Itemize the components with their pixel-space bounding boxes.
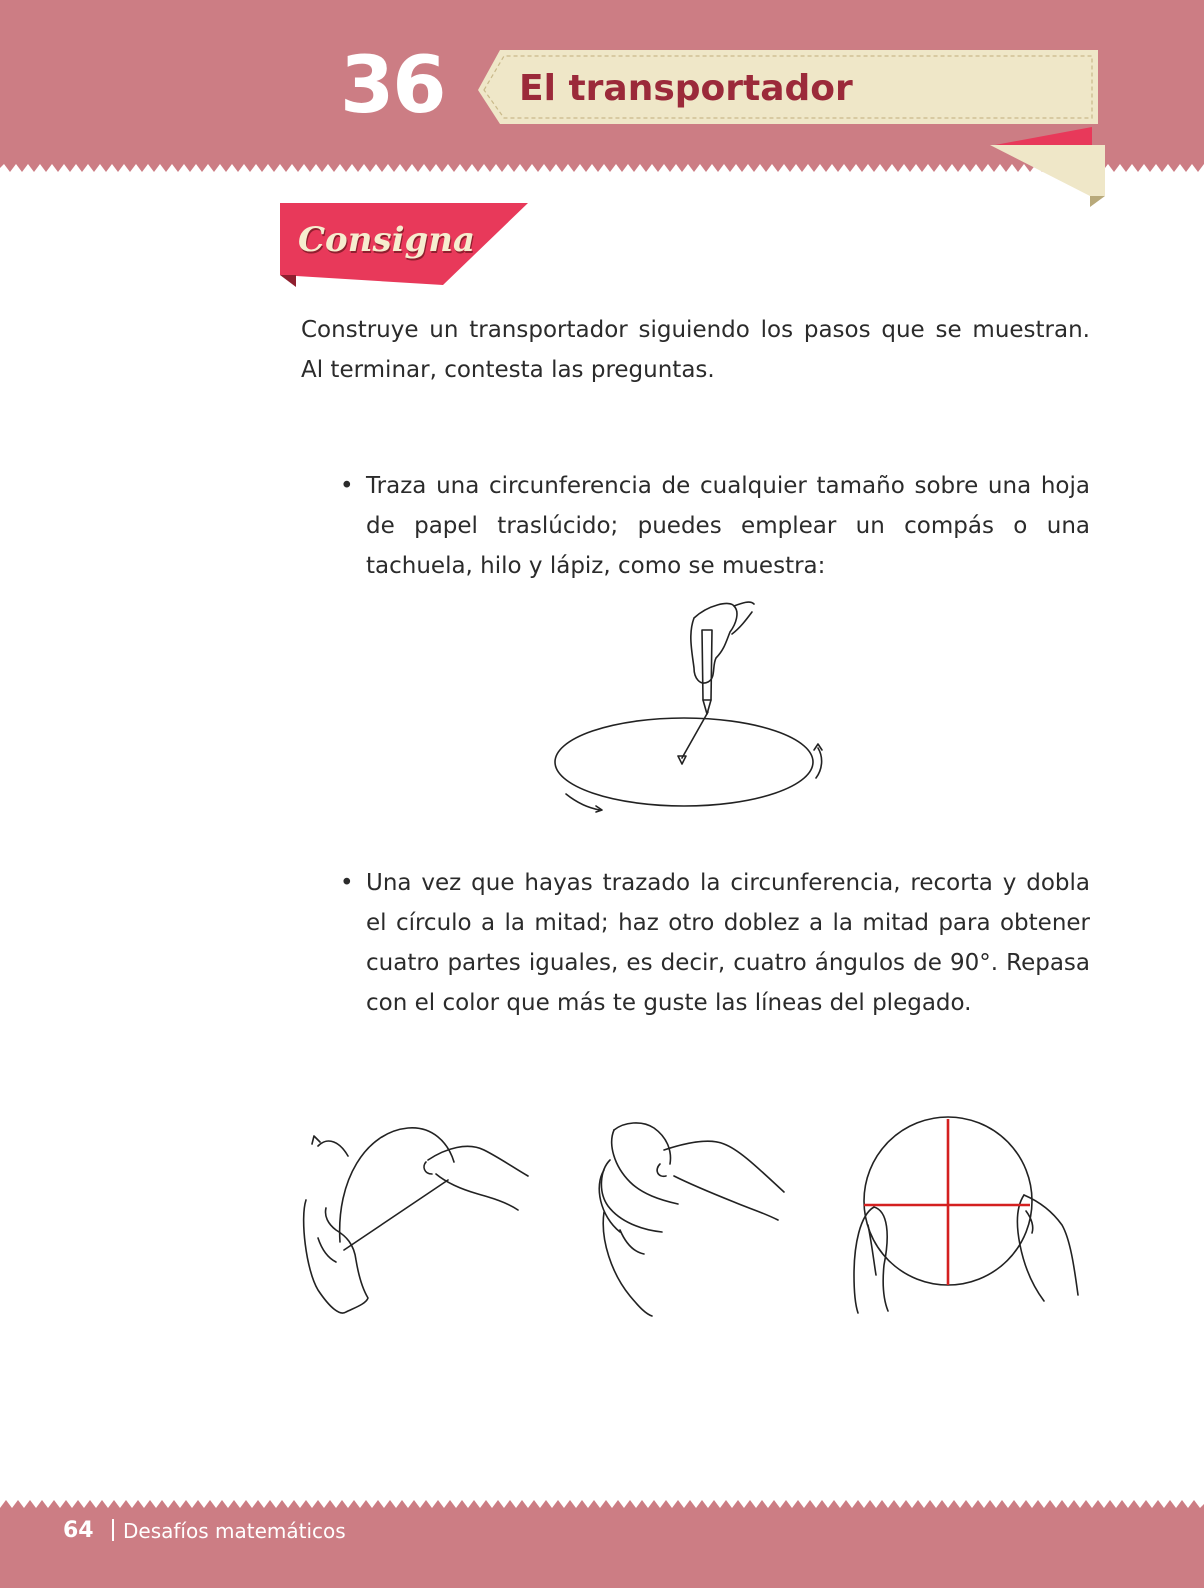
page-number: 64 — [63, 1518, 94, 1543]
folded-circle-illustration — [848, 1115, 1088, 1330]
intro-paragraph: Construye un transportador siguiendo los pasos que se muestran. Al terminar, contesta las preguntas. — [301, 317, 1090, 383]
step-item — [340, 466, 1090, 586]
circle-drawing-illustration — [548, 600, 848, 825]
banner-label: Consigna — [298, 220, 476, 260]
bullet: • — [340, 870, 354, 896]
book-title: Desafíos matemáticos — [123, 1519, 346, 1543]
footer-separator — [112, 1519, 114, 1541]
fold-quarter-illustration — [590, 1120, 810, 1330]
step-item — [340, 863, 1090, 1023]
step-text: Una vez que hayas trazado la circunferencia, recorta y dobla el círculo a la mitad; haz otro doblez a la mitad para obtener cuatro partes iguales, es decir, cuatro ángulos de 90°. Repasa con el color que más te guste las líneas del plegado. — [366, 870, 1090, 1016]
page-header — [0, 0, 1204, 178]
consigna-banner — [280, 203, 530, 293]
step-text: Traza una circunferencia de cualquier tamaño sobre una hoja de papel traslúcido; puedes emplear un compás o una tachuela, hilo y lápiz, como se muestra: — [366, 473, 1090, 579]
bullet: • — [340, 473, 354, 499]
page-footer — [0, 1500, 1204, 1588]
lesson-title: El transportador — [519, 68, 853, 109]
fold-in-half-illustration — [296, 1120, 536, 1330]
lesson-number: 36 — [340, 41, 445, 131]
